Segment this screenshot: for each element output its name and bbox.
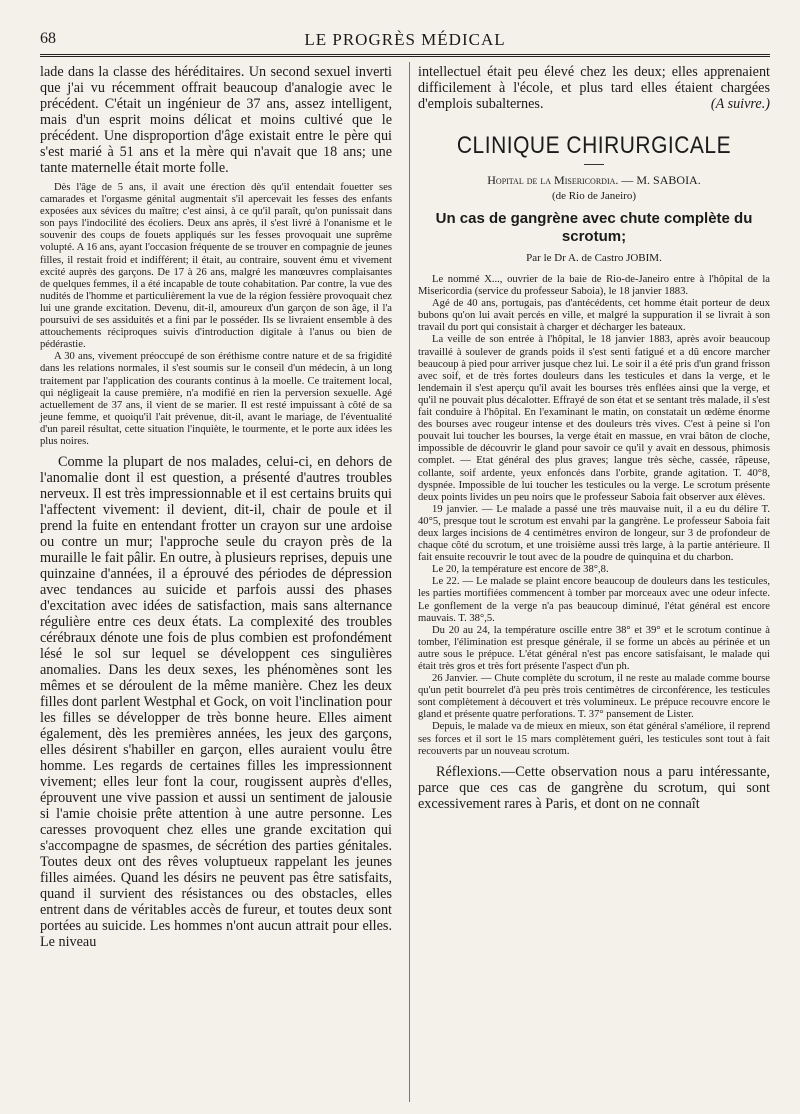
- case-title: Un cas de gangrène avec chute complète du scrotum;: [435, 210, 753, 245]
- journal-title: LE PROGRÈS MÉDICAL: [304, 30, 506, 49]
- case-paragraph: Le 20, la température est encore de 38°,8.: [432, 564, 609, 576]
- section-title: CLINIQUE CHIRURGICALE: [456, 132, 732, 159]
- case-paragraph: Depuis, le malade va de mieux en mieux, son état général s'améliore, il reprend ses forces et il sort le 15 mars complètement guéri, les testicules sont tout à fait recouverts par un nouveau scrotum.: [418, 721, 770, 757]
- author-line: Par le Dr A. de Castro JOBIM.: [526, 252, 662, 264]
- title-dash: [584, 164, 604, 165]
- right-column: [418, 64, 770, 812]
- city-line: (de Rio de Janeiro): [552, 190, 636, 202]
- case-paragraph: Le nommé X..., ouvrier de la baie de Rio-de-Janeiro entre à l'hôpital de la Misericordia (service du professeur Saboia), le 18 janvier 1883.: [418, 274, 770, 298]
- left-paragraph-1: lade dans la classe des héréditaires. Un second sexuel inverti que j'ai vu récemment offrait beaucoup d'analogie avec le précédent. C'était un ingénieur de 37 ans, assez intelligent, mais d'un esprit moins délicat et moins cultivé que le précédent. Une disproportion d'âge existait entre le père qui s'est marié à 51 ans et la mère qui n'avait que 18 ans; une tante maternelle était morte folle.: [40, 64, 392, 176]
- continuation-paragraph: intellectuel était peu élevé chez les deux; elles apprenaient difficilement à l'école, et plus tard elles étaient chargées d'emplois subalternes. (A suivre.): [418, 64, 770, 112]
- page-number: 68: [40, 30, 56, 47]
- page-header: [40, 26, 770, 54]
- case-paragraph: 19 janvier. — Le malade a passé une très mauvaise nuit, il a eu du délire T. 40°5, presque tout le scrotum est envahi par la gangrène. Le professeur Saboia fait deux larges incisions de 4 centimètres environ de longeur, sur 3 de profondeur de chaque côté du scrotum, et une troisième aussi très large, à la partie antérieure. Il fait ensuite recouvrir le tout avec de la poudre de quinquina et du charbon.: [418, 503, 770, 564]
- case-paragraph: 26 Janvier. — Chute complète du scrotum, il ne reste au malade comme bourse qu'un petit bourrelet d'à peu près trois centimètres de circonférence, les testicules sont complètement à découvert et très volumineux. Le prépuce recouvre encore le gland et présente quatre perforations. T. 37° pansement de Lister.: [418, 673, 770, 721]
- case-paragraph: La veille de son entrée à l'hôpital, le 18 janvier 1883, après avoir beaucoup travaillé à soulever de grands poids il s'est senti fatigué et a dû encore marcher beaucoup à pied pour arriver jusque chez lui. Le soir il a été pris d'un grand frisson avec soif, et de très fortes douleurs dans les testicules et dans la verge, et le lendemain il s'est aperçu qu'il avait les bourses très enflées ainsi que la verge, et qu'il ne pouvait plus décalotter. Effrayé de son état et se sentant très malade, il s'est fait conduire à l'hôpital. En l'examinant le matin, on constatait un œdème énorme des bourses avec rougeur intense et des douleurs très vives. C'est à peine si l'on pouvait lui toucher les bourses, la verge était en massue, en vrai bâton de cloche, impossible de découvrir le gland pour savoir ce qu'il y avait en dessous, phimosis complet. — Etat général des plus graves; langue très sèche, cassée, râpeuse, collante, soif ardente, yeux enfoncés dans l'orbite, grande agitation. T. 40°8, dyspnée. Impossible de lui toucher les testicules ou la verge. Le scrotum présente deux points livides un peu noirs que le professeur Saboia fait observer aux élèves.: [418, 334, 770, 503]
- left-paragraph-2: Dès l'âge de 5 ans, il avait une érection dès qu'il entendait fouetter ses camarades et l'orgasme génital augmentait s'il apercevait les fesses des enfants exposées aux sévices du maître; c'est ainsi, à ce qu'il paraît, qu'on punissait dans son pays l'indocilité des écoliers. Deux ans après, il s'est livré à l'onanisme et le souvenir des coups de fouets appliqués sur les fesses provoquait une suprême volupté. A 16 ans, ayant l'occasion fréquente de se trouver en compagnie de jeunes filles, il restait froid et indifférent; il était, au contraire, souvent ému et vivement excité auprès des garçons. De 17 à 26 ans, malgré les manœuvres complaisantes de quelques femmes, il a été incapable de toute cohabitation. Par contre, la vue des nudités de l'homme et particulièrement la vue de la région fessière provoquait chez lui une grande excitation. Devenu, dit-il, amoureux d'un garçon de son âge, il l'a poursuivi de ses assiduités et a fini par le posséder. Ils se livraient ensemble à des attouchements réciproques suivis d'introduction digitale à l'anus ou bien de pédérastie.: [40, 182, 392, 351]
- reflexions-paragraph: Réflexions.—Cette observation nous a paru intéressante, parce que ces cas de gangrène du scrotum, qui sont excessivement rares à Paris, et dont on ne connaît: [418, 763, 770, 812]
- left-paragraph-4: Comme la plupart de nos malades, celui-ci, en dehors de l'anomalie dont il est question, a présenté d'autres troubles nerveux. Il est très impressionnable et il est certains bruits qui l'affectent vivement: il devient, dit-il, chair de poule et il prend la fuite en entendant frotter un crayon sur une ardoise ou contre un mur; l'approche seule du crayon près de la muraille le fait pâlir. En outre, à plusieurs reprises, depuis une quinzaine d'années, il a éprouvé des périodes de dépression avec tendances au suicide et parfois aussi des phases d'excitation avec idées de satisfaction, mais sans alternance régulière entre ces deux états. La complexité des troubles cérébraux dénote une fois de plus combien est profondément lésé le sol sur lequel se développent ces singulières anomalies. Dans les deux sexes, les phénomènes sont les mêmes et se déroulent de la même manière. Chez les deux filles dont parlent Westphal et Gock, on voit l'inclination pour les filles se développer de très bonne heure. Elles aiment également, dès les premières années, les jeux des garçons, elles désirent s'habiller en garçon, elles auraient voulu être homme. Les regards de certaines filles les impressionnent vivement; elles leur font la cour, rougissent auprès d'elles, éprouvent une vive passion et aussi un sentiment de jalousie si l'amie choisie prête attention à une autre personne. Les caresses provoquent chez elles une grande excitation qui s'accompagne de spasmes, de sécrétion des parties génitales. Toutes deux ont des rêves voluptueux rappelant les jeunes filles aimées. Quand les désirs ne peuvent pas être satisfaits, quand il survient des résistances ou des obstacles, elles entrent dans de véritables accès de fureur, et toutes deux sont portées au suicide. Les hommes n'ont aucun attrait pour elles. Le niveau: [40, 454, 392, 951]
- case-paragraph: Du 20 au 24, la température oscille entre 38° et 39° et le scrotum continue à tomber, l'élimination est presque générale, il se forme un abcès au périnée et un autre sous le prépuce. L'état général n'est pas encore satisfaisant, le malade qui était très gros et très fort présente l'aspect d'un ph.: [418, 624, 770, 672]
- to-be-continued: (A suivre.): [710, 96, 770, 112]
- left-column: [40, 64, 392, 950]
- case-paragraph: Le 22. — Le malade se plaint encore beaucoup de douleurs dans les testicules, les parties mortifiées commencent à tomber par morceaux avec une odeur infecte. Le gonflement de la verge n'a pas beaucoup diminué, l'état général est encore mauvais. T. 38°,5.: [418, 576, 770, 624]
- header-rule: [40, 54, 770, 57]
- left-paragraph-3: A 30 ans, vivement préoccupé de son éréthisme contre nature et de sa frigidité dans les relations normales, il s'est soumis sur le conseil d'un médecin, à un long traitement par l'application des courants continus à la moelle. Ce traitement local, qui négligeait la cause première, n'a modifié en rien la perversion sexuelle. Agé actuellement de 37 ans, il vient de se marier. Il est resté impuissant à côté de sa jeune femme, et quoiqu'il l'ait prévenue, dit-il, avant le mariage, de l'éventualité d'un pareil résultat, cette situation l'inquiète, le tourmente, et le porte aux idées les plus noires.: [40, 351, 392, 447]
- hospital-line: Hopital de la Misericordia. — M. SABOIA.: [487, 173, 701, 187]
- column-divider: [409, 62, 410, 1102]
- case-paragraph: Agé de 40 ans, portugais, pas d'antécédents, cet homme était porteur de deux bubons qu'on lui avait percés en ville, et malgré la suppuration il se livrait à son travail du port qui consistait à charger et décharger les bateaux.: [418, 298, 770, 334]
